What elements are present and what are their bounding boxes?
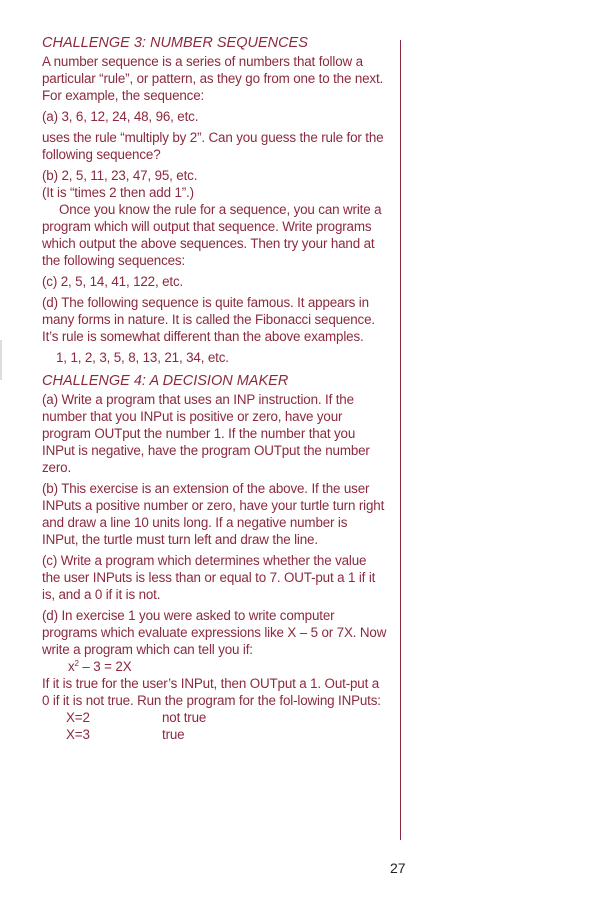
input-result: not true [162, 710, 207, 725]
fibonacci-sequence: 1, 1, 2, 3, 5, 8, 13, 21, 34, etc. [56, 350, 229, 365]
challenge-4-heading: CHALLENGE 4: A DECISION MAKER [42, 373, 289, 389]
input-row [42, 726, 387, 743]
challenge-4-part-a: (a) Write a program that uses an INP instruction. If the number that you INPut is positive or zero, have your program OUTput the number 1. If the number that you INPut is negative, have the program OUTput the number zero. [42, 392, 370, 475]
hint-b: (It is “times 2 then add 1”.) [42, 185, 194, 200]
challenge-4-part-d-follow: If it is true for the user’s INPut, then OUTput a 1. Out-put a 0 if it is not true. Run the program for the fol-lowing INPuts: [42, 676, 381, 708]
page-edge-shadow [0, 340, 2, 380]
input-row [42, 709, 387, 726]
sequence-a: (a) 3, 6, 12, 24, 48, 96, etc. [42, 109, 199, 124]
equation-exponent: 2 [74, 659, 79, 668]
equation [42, 658, 387, 675]
challenge-4-part-c: (c) Write a program which determines whether the value the user INPuts is less than or equal to 7. OUT-put a 1 if it is, and a 0 if it is not. [42, 553, 376, 602]
input-value: X=3 [66, 727, 90, 742]
input-value: X=2 [66, 710, 90, 725]
page-number: 27 [390, 860, 406, 876]
challenge-4-part-d: (d) In exercise 1 you were asked to write computer programs which evaluate expressions like X – 5 or 7X. Now write a program which can tell you if: [42, 608, 387, 657]
instructions-text: Once you know the rule for a sequence, you can write a program which will output that sequence. Write programs which output the above sequences. Then try your hand at the following sequences: [42, 202, 382, 268]
sequence-d-text: (d) The following sequence is quite famous. It appears in many forms in nature. It is called the Fibonacci sequence. It’s rule is somewhat different than the above examples. [42, 295, 375, 344]
text-column [42, 34, 387, 743]
challenge-3-heading: CHALLENGE 3: NUMBER SEQUENCES [42, 35, 308, 51]
challenge-3-intro: A number sequence is a series of numbers that follow a particular “rule”, or pattern, as they go from one to the next. For example, the sequence: [42, 54, 384, 103]
rule-a-text: uses the rule “multiply by 2”. Can you guess the rule for the following sequence? [42, 130, 384, 162]
sequence-b: (b) 2, 5, 11, 23, 47, 95, etc. [42, 168, 198, 183]
challenge-4-part-b: (b) This exercise is an extension of the above. If the user INPuts a positive number or zero, have your turtle turn right and draw a line 10 units long. If a negative number is INPut, the turtle must turn left and draw the line. [42, 481, 385, 547]
equation-rest: – 3 = 2X [78, 659, 132, 674]
equation-base: x [68, 659, 75, 674]
sequence-c: (c) 2, 5, 14, 41, 122, etc. [42, 274, 184, 289]
vertical-rule [400, 40, 401, 840]
input-result: true [162, 727, 185, 742]
